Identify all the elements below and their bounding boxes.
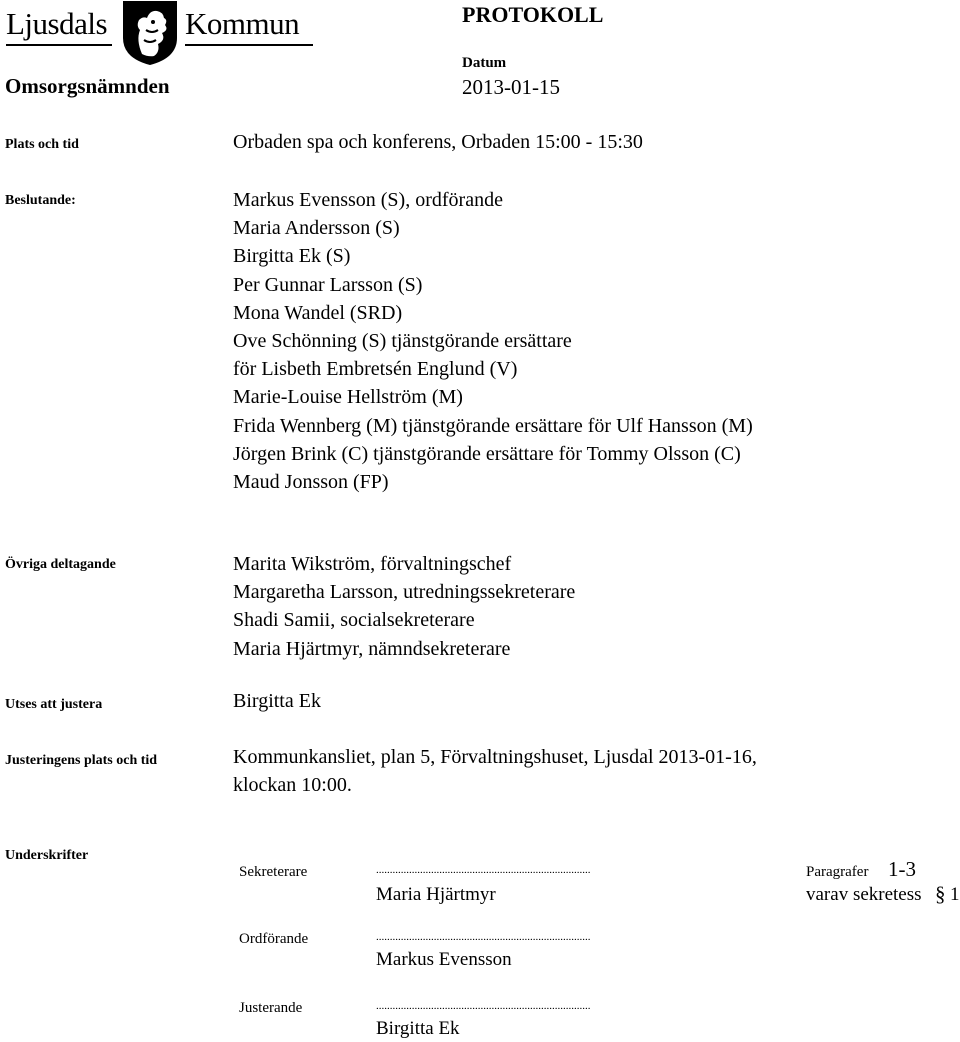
logo-left-text: Ljusdals: [6, 6, 108, 41]
other-participant: Maria Hjärtmyr, nämndsekreterare: [233, 637, 511, 660]
chair-role: Ordförande: [239, 931, 309, 947]
committee-name: Omsorgsnämnden: [5, 74, 170, 98]
secretary-name: Maria Hjärtmyr: [376, 884, 496, 905]
date-value: 2013-01-15: [462, 75, 560, 99]
deciding-member: Jörgen Brink (C) tjänstgörande ersättare för Tommy Olsson (C): [233, 442, 741, 465]
deciding-member: Frida Wennberg (M) tjänstgörande ersättare för Ulf Hansson (M): [233, 414, 753, 437]
deciding-member: Ove Schönning (S) tjänstgörande ersättare: [233, 330, 572, 353]
deciding-member: Maud Jonsson (FP): [233, 471, 389, 494]
place-time-label: Plats och tid: [5, 137, 79, 152]
signatures-label: Underskrifter: [5, 848, 89, 863]
deciding-member: Mona Wandel (SRD): [233, 301, 403, 324]
deciding-member: Per Gunnar Larsson (S): [233, 273, 423, 296]
adjuster-label: Utses att justera: [5, 697, 103, 712]
deciding-member: för Lisbeth Embretsén Englund (V): [233, 358, 518, 381]
adjust-place-label: Justeringens plats och tid: [5, 753, 158, 768]
coat-of-arms-icon: [122, 0, 178, 66]
section-symbol: §: [935, 882, 946, 906]
paragraphs-value: 1-3: [888, 857, 916, 881]
deciding-member: Marie-Louise Hellström (M): [233, 386, 463, 409]
chair-name: Markus Evensson: [376, 949, 512, 970]
chair-signature-line: ..............................................................................: [376, 931, 591, 943]
others-members-list: [233, 550, 575, 663]
other-participant: Marita Wikström, förvaltningschef: [233, 553, 512, 575]
deciding-member: Maria Andersson (S): [233, 217, 400, 240]
date-label: Datum: [462, 55, 507, 71]
deciding-label: Beslutande:: [5, 193, 76, 208]
adjuster-signature-line: ..............................................................................: [376, 1000, 591, 1012]
adjuster-role: Justerande: [239, 1000, 303, 1016]
document-type: PROTOKOLL: [462, 2, 604, 27]
secrecy-label: varav sekretess: [806, 884, 922, 905]
secretary-signature-line: ..............................................................................: [376, 864, 591, 876]
logo-underline-right: [185, 44, 313, 46]
logo-right-text: Kommun: [185, 6, 300, 41]
other-participant: Shadi Samii, socialsekreterare: [233, 609, 475, 632]
adjuster-value: Birgitta Ek: [233, 690, 321, 712]
deciding-members-list: [233, 186, 753, 496]
place-time-value: Orbaden spa och konferens, Orbaden 15:00 - 15:30: [233, 131, 643, 153]
deciding-member: Birgitta Ek (S): [233, 245, 351, 268]
adjuster-signature-name: Birgitta Ek: [376, 1018, 460, 1039]
deciding-member: Markus Evensson (S), ordförande: [233, 189, 503, 211]
others-label: Övriga deltagande: [5, 557, 116, 572]
secretary-role: Sekreterare: [239, 864, 308, 880]
other-participant: Margaretha Larsson, utredningssekreterare: [233, 581, 576, 604]
adjust-place-line2: klockan 10:00.: [233, 774, 352, 796]
paragraphs-label: Paragrafer: [806, 864, 869, 880]
adjust-place-line1: Kommunkansliet, plan 5, Förvaltningshuset, Ljusdal 2013-01-16,: [233, 746, 757, 768]
secrecy-value: 1: [950, 884, 960, 905]
logo-underline-left: [6, 44, 112, 46]
